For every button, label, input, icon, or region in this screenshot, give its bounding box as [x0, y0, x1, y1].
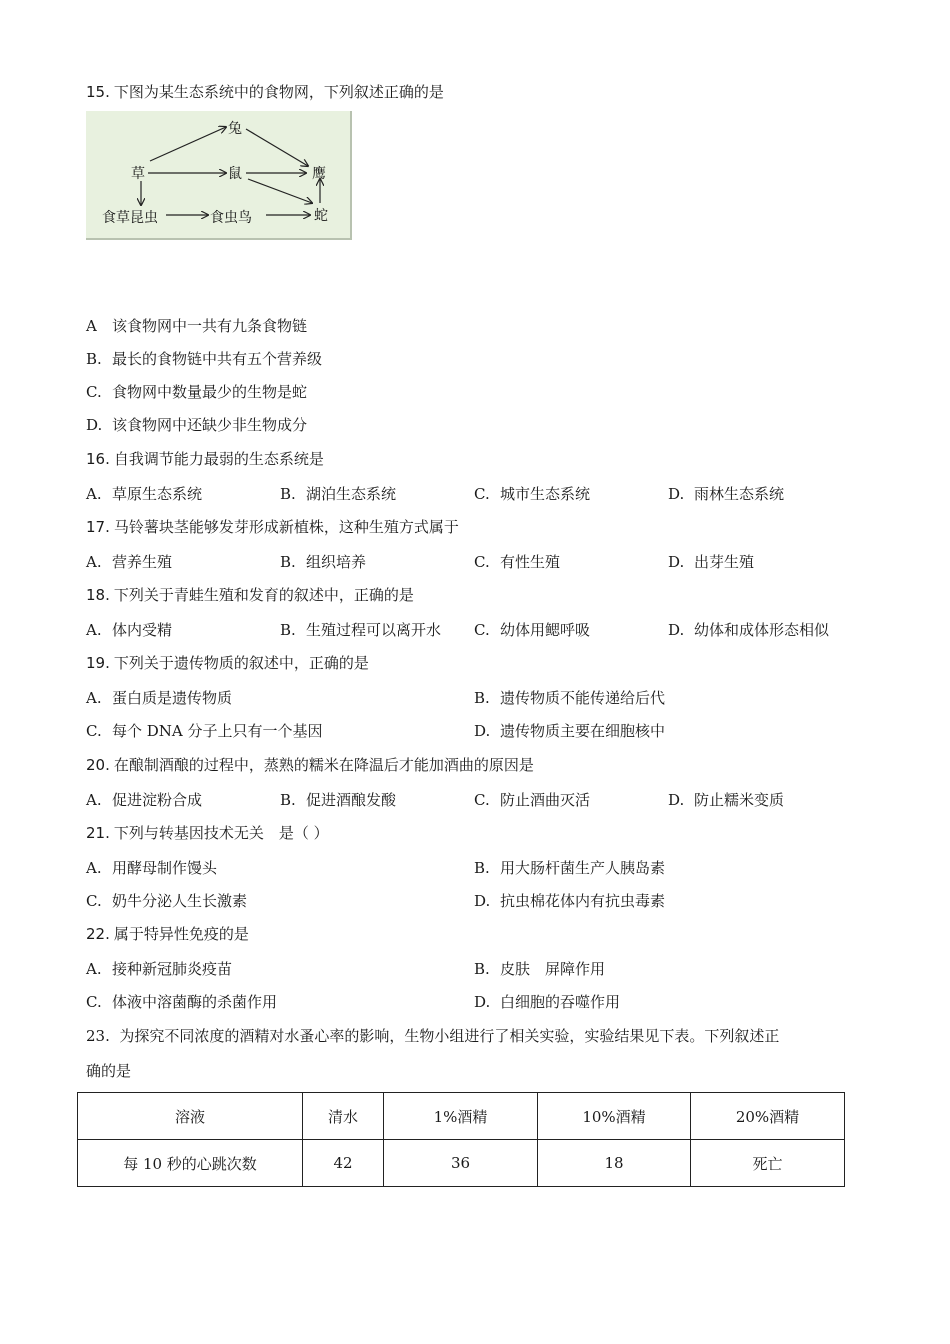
- q17-option-c: C. 有性生殖: [474, 553, 561, 571]
- q21-option-c: C. 奶牛分泌人生长激素: [86, 892, 248, 910]
- q21-option-b: B. 用大肠杆菌生产人胰岛素: [474, 859, 666, 877]
- q15-option-c: C. 食物网中数量最少的生物是蛇: [86, 383, 308, 401]
- q19-option-c: C. 每个 DNA 分子上只有一个基因: [86, 722, 323, 740]
- arrow-rabbit-hawk: [246, 129, 308, 166]
- node-insect: 食草昆虫: [102, 210, 158, 226]
- table-cell: 36: [384, 1140, 538, 1187]
- table-cell: 1%酒精: [384, 1093, 538, 1140]
- q16-option-a: A. 草原生态系统: [86, 485, 203, 503]
- table-row: [78, 1140, 845, 1187]
- q19-option-a: A. 蛋白质是遗传物质: [86, 689, 233, 707]
- q20-option-b: B. 促进酒酿发酸: [280, 791, 397, 809]
- food-web-figure: [86, 111, 352, 240]
- table-cell: 死亡: [691, 1140, 845, 1187]
- q19-stem: 19. 下列关于遗传物质的叙述中，正确的是: [86, 654, 369, 672]
- q15-text: 下图为某生态系统中的食物网，下列叙述正确的是: [113, 83, 444, 101]
- q19-option-d: D. 遗传物质主要在细胞核中: [474, 722, 666, 740]
- q18-stem: 18. 下列关于青蛙生殖和发育的叙述中，正确的是: [86, 586, 414, 604]
- q15-number: 15.: [86, 83, 110, 101]
- node-bird: 食虫鸟: [210, 210, 252, 226]
- q20-option-c: C. 防止酒曲灭活: [474, 791, 591, 809]
- arrow-grass-rabbit: [150, 127, 226, 161]
- q18-option-d: D. 幼体和成体形态相似: [668, 621, 830, 639]
- q22-option-b: B. 皮肤 屏障作用: [474, 960, 606, 978]
- q22-option-d: D. 白细胞的吞噬作用: [474, 993, 621, 1011]
- q17-option-d: D. 出芽生殖: [668, 553, 755, 571]
- q22-option-c: C. 体液中溶菌酶的杀菌作用: [86, 993, 278, 1011]
- q17-option-a: A. 营养生殖: [86, 553, 173, 571]
- q16-option-d: D. 雨林生态系统: [668, 485, 785, 503]
- q23-stem-line1: 23. 为探究不同浓度的酒精对水蚤心率的影响，生物小组进行了相关实验，实验结果见下表。下列叙述正: [86, 1027, 780, 1045]
- table-cell: 溶液: [78, 1093, 303, 1140]
- arrow-mouse-snake: [248, 179, 312, 203]
- table-cell: 清水: [303, 1093, 384, 1140]
- table-header-row: [78, 1093, 845, 1140]
- q15-option-d: D. 该食物网中还缺少非生物成分: [86, 416, 308, 434]
- node-snake: 蛇: [314, 208, 328, 224]
- q21-option-d: D. 抗虫棉花体内有抗虫毒素: [474, 892, 666, 910]
- q19-option-b: B. 遗传物质不能传递给后代: [474, 689, 666, 707]
- q23-number: 23.: [86, 1027, 110, 1045]
- table-cell: 10%酒精: [538, 1093, 691, 1140]
- q23-table: [77, 1092, 845, 1187]
- q20-option-d: D. 防止糯米变质: [668, 791, 785, 809]
- q23-stem-line2: 确的是: [86, 1062, 132, 1080]
- q16-option-c: C. 城市生态系统: [474, 485, 591, 503]
- node-rabbit: 兔: [228, 121, 242, 137]
- q17-option-b: B. 组织培养: [280, 553, 367, 571]
- q22-stem: 22. 属于特异性免疫的是: [86, 925, 249, 943]
- q18-option-b: B. 生殖过程可以离开水: [280, 621, 442, 639]
- q17-stem: 17. 马铃薯块茎能够发芽形成新植株，这种生殖方式属于: [86, 518, 459, 536]
- q18-option-a: A. 体内受精: [86, 621, 173, 639]
- node-grass: 草: [131, 166, 145, 182]
- table-cell: 每 10 秒的心跳次数: [78, 1140, 303, 1187]
- table-cell: 20%酒精: [691, 1093, 845, 1140]
- table-cell: 18: [538, 1140, 691, 1187]
- q15-option-b: B. 最长的食物链中共有五个营养级: [86, 350, 323, 368]
- q16-option-b: B. 湖泊生态系统: [280, 485, 397, 503]
- q21-stem: 21. 下列与转基因技术无关 是（ ）: [86, 824, 329, 842]
- q15-stem: [86, 81, 444, 102]
- q15-option-a: A 该食物网中一共有九条食物链: [86, 317, 308, 335]
- q20-stem: 20. 在酿制酒酿的过程中，蒸熟的糯米在降温后才能加酒曲的原因是: [86, 756, 534, 774]
- node-mouse: 鼠: [228, 166, 242, 182]
- q20-option-a: A. 促进淀粉合成: [86, 791, 203, 809]
- table-cell: 42: [303, 1140, 384, 1187]
- q16-stem: 16. 自我调节能力最弱的生态系统是: [86, 450, 324, 468]
- q18-option-c: C. 幼体用鳃呼吸: [474, 621, 591, 639]
- q21-option-a: A. 用酵母制作馒头: [86, 859, 218, 877]
- node-hawk: 鹰: [312, 166, 326, 182]
- q22-option-a: A. 接种新冠肺炎疫苗: [86, 960, 233, 978]
